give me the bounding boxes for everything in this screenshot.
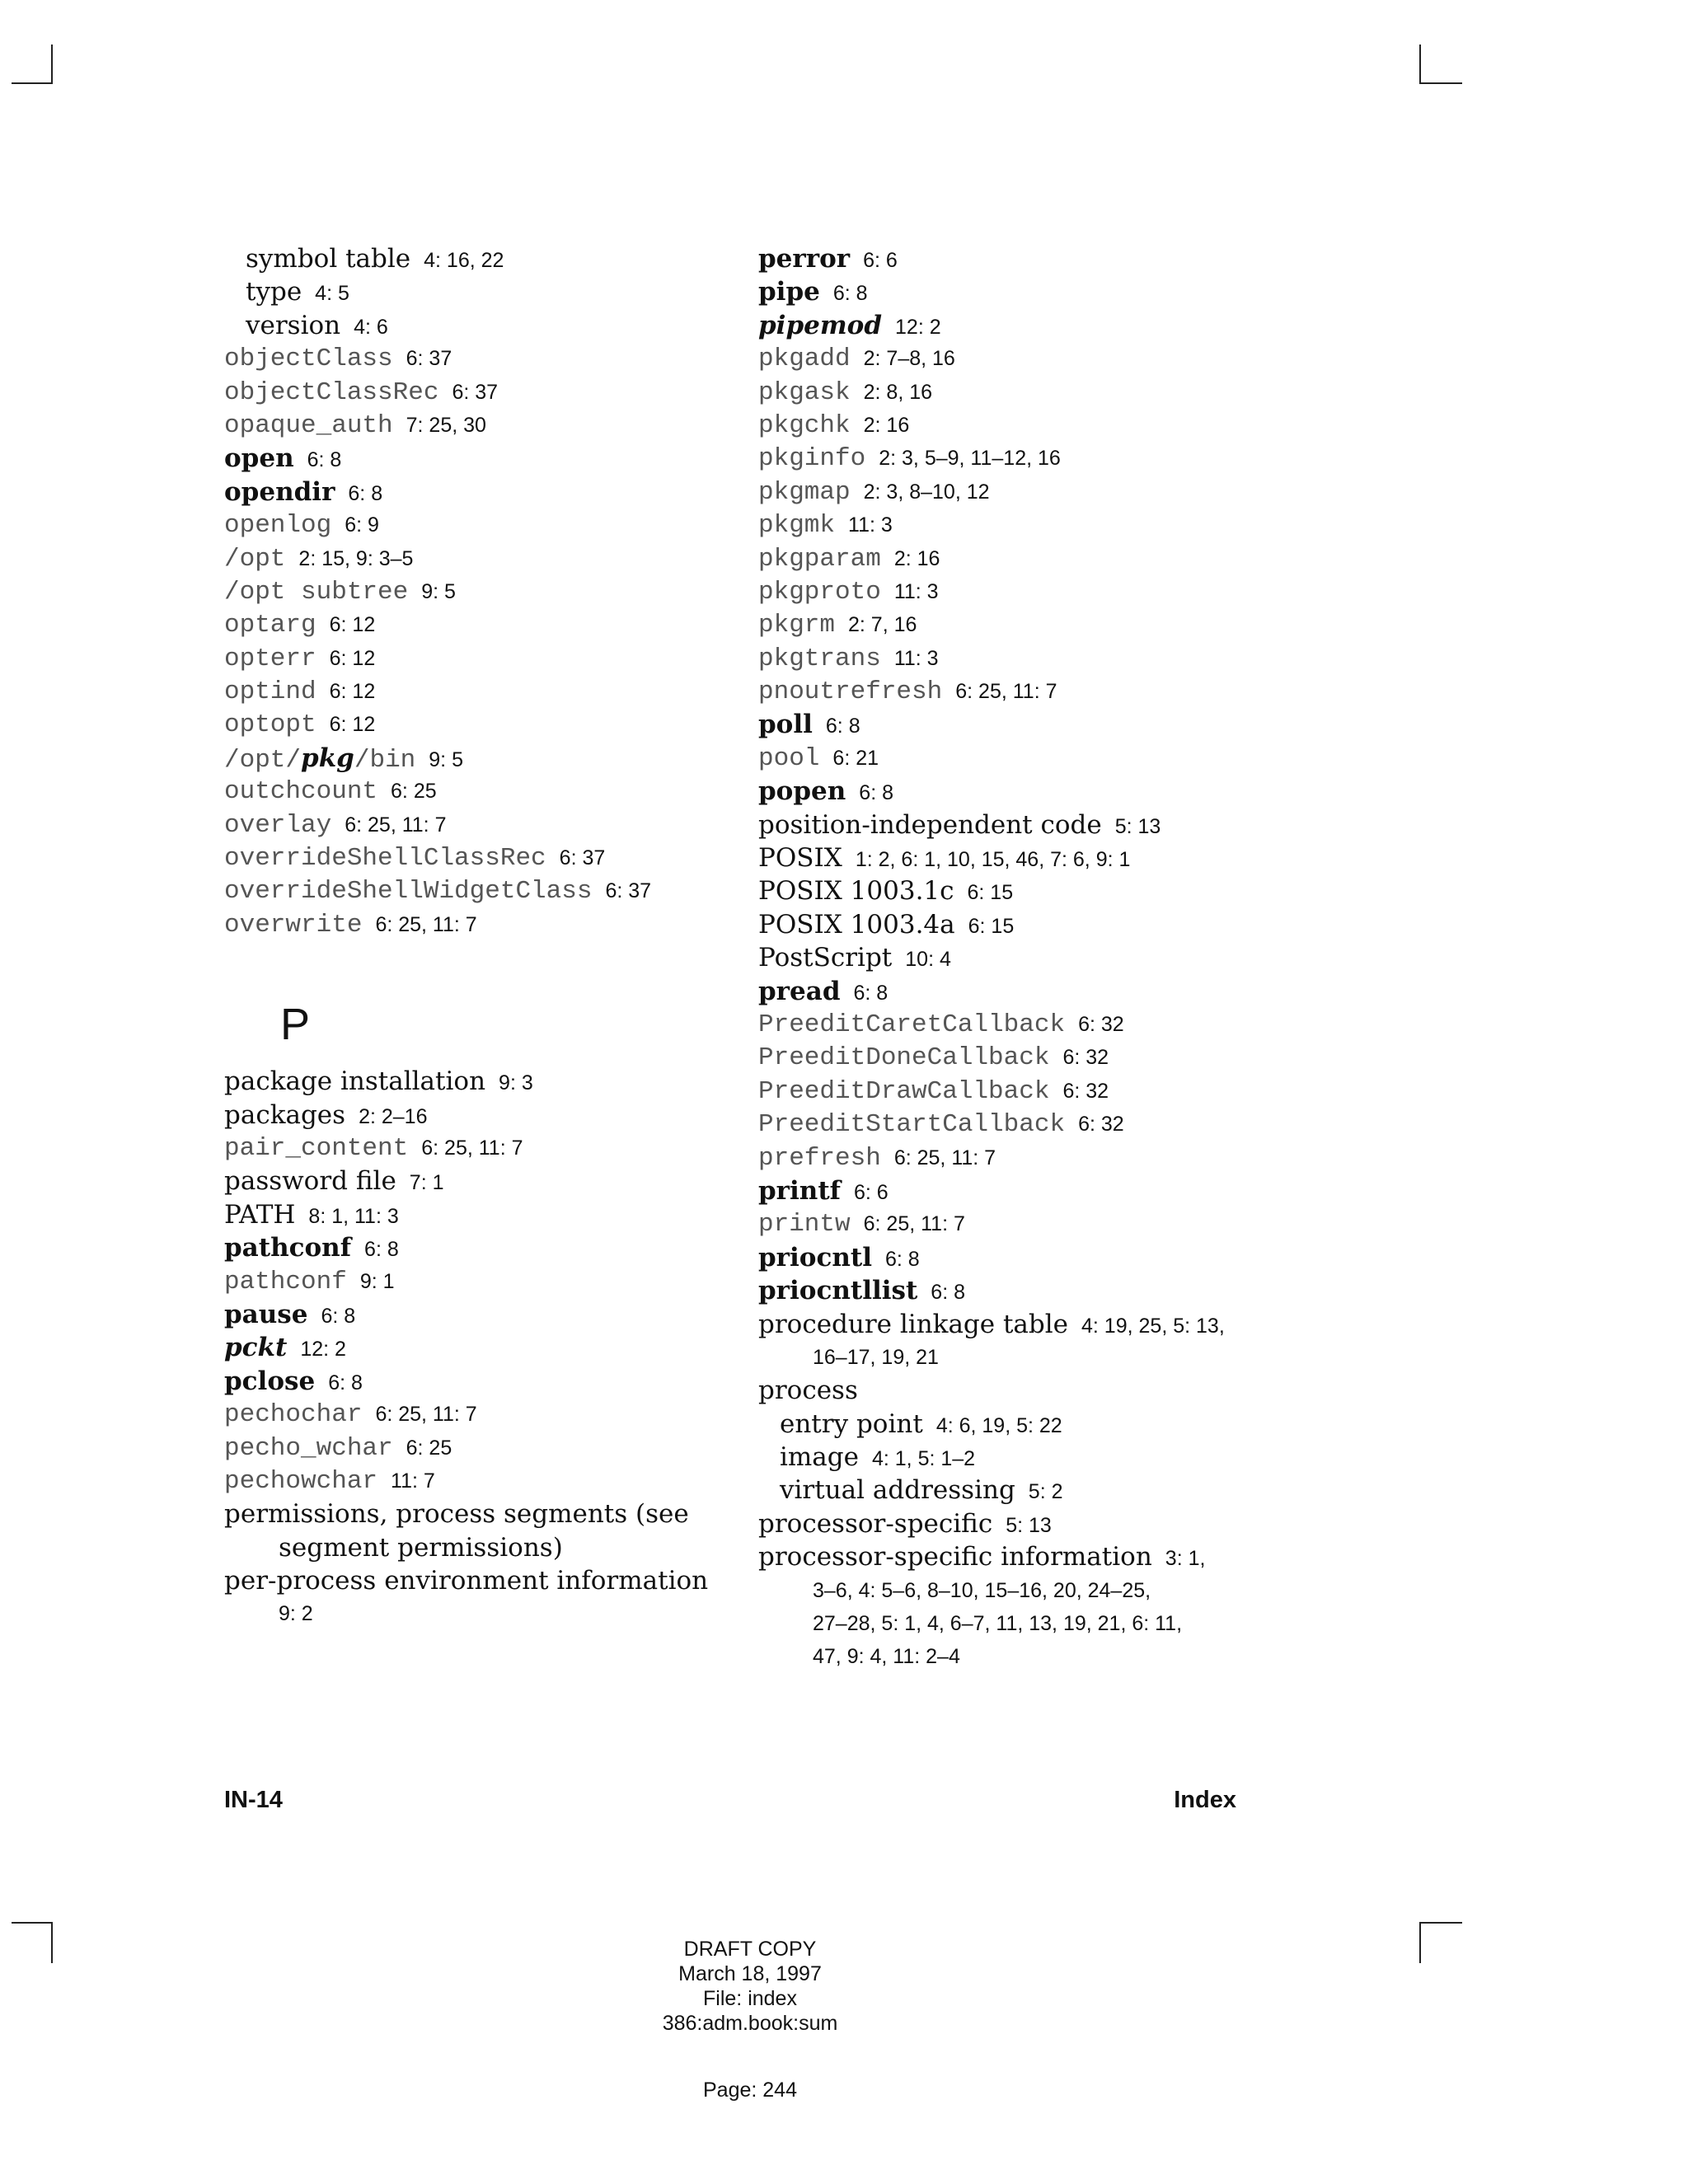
index-term: perror bbox=[758, 244, 851, 274]
index-entry bbox=[224, 309, 752, 342]
index-entry bbox=[224, 1065, 752, 1098]
index-entry bbox=[224, 542, 752, 575]
index-entry bbox=[758, 675, 1352, 708]
index-entry bbox=[758, 376, 1352, 409]
index-entry-permissions bbox=[224, 1497, 752, 1564]
index-page-refs: 6: 32 bbox=[1078, 1113, 1124, 1137]
index-term: position-independent code bbox=[758, 809, 1102, 840]
index-page-refs: 6: 32 bbox=[1078, 1012, 1124, 1036]
index-term: PreeditDrawCallback bbox=[758, 1076, 1050, 1106]
index-entry bbox=[224, 908, 752, 941]
index-list-p-continued bbox=[758, 242, 1352, 1308]
index-subentry-image bbox=[758, 1441, 1352, 1474]
index-term: PATH bbox=[224, 1199, 296, 1230]
index-page-refs: 6: 37 bbox=[605, 879, 652, 903]
crop-mark-top-right bbox=[1419, 45, 1462, 84]
index-entry bbox=[224, 1265, 752, 1298]
index-entry bbox=[224, 742, 752, 775]
index-entry-processor-specific-information bbox=[758, 1540, 1352, 1674]
index-page-refs: 6: 8 bbox=[348, 481, 383, 505]
index-page-refs-continuation: 16–17, 19, 21 bbox=[813, 1345, 939, 1369]
index-page-refs: 6: 25, 11: 7 bbox=[345, 813, 447, 837]
index-entry bbox=[758, 775, 1352, 808]
index-term: openlog bbox=[224, 511, 332, 541]
index-page-refs: 12: 2 bbox=[895, 315, 941, 339]
index-page-refs: 2: 2–16 bbox=[359, 1104, 428, 1128]
index-page-refs: 2: 8, 16 bbox=[863, 380, 933, 404]
index-entry bbox=[758, 442, 1352, 475]
index-entry bbox=[224, 1099, 752, 1132]
index-entry bbox=[224, 808, 752, 841]
index-entry bbox=[758, 1008, 1352, 1041]
index-term: PreeditCaretCallback bbox=[758, 1010, 1066, 1039]
index-entry-process bbox=[758, 1374, 1352, 1407]
index-term: open bbox=[224, 443, 294, 474]
index-term: packages bbox=[224, 1099, 346, 1130]
index-term: symbol table bbox=[246, 244, 411, 274]
index-entry bbox=[758, 908, 1352, 941]
index-page-refs: 6: 8 bbox=[931, 1281, 965, 1305]
index-term: pathconf bbox=[224, 1233, 352, 1263]
index-entry bbox=[224, 1231, 752, 1264]
index-page-refs: 6: 8 bbox=[884, 1247, 920, 1271]
index-entry bbox=[224, 1398, 752, 1431]
index-term: popen bbox=[758, 776, 846, 807]
index-term bbox=[224, 743, 416, 775]
index-subentry-entry-point bbox=[758, 1408, 1352, 1441]
index-entry bbox=[758, 476, 1352, 509]
index-term: pause bbox=[224, 1299, 308, 1329]
index-term: per-process environment information bbox=[224, 1566, 709, 1596]
index-entry bbox=[224, 442, 752, 475]
index-entry bbox=[758, 975, 1352, 1008]
index-term: opendir bbox=[224, 476, 335, 507]
index-entry bbox=[224, 1198, 752, 1231]
index-page-refs: 6: 8 bbox=[328, 1371, 363, 1394]
index-page-refs: 6: 25, 11: 7 bbox=[955, 680, 1057, 704]
crop-mark-top-left bbox=[12, 45, 53, 84]
index-page-refs: 6: 37 bbox=[452, 380, 499, 404]
index-entry bbox=[758, 1108, 1352, 1141]
index-page-refs: 6: 25, 11: 7 bbox=[863, 1212, 965, 1236]
index-term: pipemod bbox=[758, 310, 883, 340]
index-page-refs: 5: 13 bbox=[1006, 1513, 1052, 1537]
index-page-refs: 3: 1, bbox=[1165, 1547, 1206, 1571]
draft-book: 386:adm.book:sum bbox=[662, 2012, 838, 2035]
index-entry bbox=[758, 242, 1352, 275]
index-term: pkgproto bbox=[758, 577, 881, 607]
index-term: optarg bbox=[224, 611, 316, 640]
index-page-refs: 6: 8 bbox=[321, 1304, 356, 1328]
index-entry bbox=[224, 1298, 752, 1331]
index-page-refs: 6: 8 bbox=[364, 1238, 399, 1262]
index-page-refs: 6: 8 bbox=[832, 282, 868, 306]
index-entry bbox=[758, 874, 1352, 907]
index-page-refs: 6: 25, 11: 7 bbox=[893, 1146, 996, 1169]
index-page-refs: 6: 9 bbox=[345, 513, 379, 537]
index-term: entry point bbox=[780, 1408, 923, 1439]
index-term: optind bbox=[224, 677, 316, 707]
index-page-refs: 4: 6, 19, 5: 22 bbox=[935, 1413, 1062, 1437]
index-page-refs: 2: 3, 5–9, 11–12, 16 bbox=[879, 447, 1061, 471]
index-entry bbox=[224, 409, 752, 442]
index-page-refs: 2: 16 bbox=[863, 413, 910, 437]
crop-mark-bottom-left bbox=[12, 1922, 53, 1963]
index-page-refs: 4: 19, 25, 5: 13, bbox=[1081, 1314, 1225, 1338]
index-term: pathconf bbox=[224, 1267, 347, 1296]
index-term: PreeditDoneCallback bbox=[758, 1043, 1050, 1073]
index-page-refs-continuation: 47, 9: 4, 11: 2–4 bbox=[813, 1645, 960, 1669]
index-term: PreeditStartCallback bbox=[758, 1110, 1066, 1140]
index-page-refs: 10: 4 bbox=[905, 948, 951, 972]
index-term: POSIX 1003.1c bbox=[758, 876, 954, 907]
index-column-right bbox=[758, 242, 1352, 1674]
index-column-left bbox=[224, 242, 752, 1631]
footer-section-label: Index bbox=[1174, 1787, 1236, 1813]
index-page-refs: 6: 37 bbox=[559, 846, 606, 870]
index-entry bbox=[758, 941, 1352, 974]
index-entry bbox=[758, 542, 1352, 575]
index-page-refs: 7: 25, 30 bbox=[406, 413, 486, 437]
index-term: opterr bbox=[224, 644, 316, 673]
index-term: pckt bbox=[224, 1333, 288, 1363]
index-term: image bbox=[780, 1442, 859, 1473]
index-entry bbox=[224, 1132, 752, 1165]
index-page-refs: 2: 7–8, 16 bbox=[863, 347, 955, 371]
index-page-refs: 6: 25, 11: 7 bbox=[375, 1403, 477, 1427]
section-heading bbox=[224, 987, 752, 1065]
index-page-refs: 6: 25 bbox=[391, 780, 437, 804]
index-term: optopt bbox=[224, 710, 316, 740]
index-term: pkgparam bbox=[758, 544, 881, 574]
index-entry bbox=[758, 1207, 1352, 1240]
index-term: priocntl bbox=[758, 1242, 872, 1272]
index-page-refs: 9: 5 bbox=[421, 579, 456, 603]
index-term: POSIX bbox=[758, 843, 842, 874]
index-term: virtual addressing bbox=[780, 1475, 1015, 1506]
index-term: type bbox=[246, 277, 302, 307]
index-list-o bbox=[224, 242, 752, 941]
index-page-refs: 4: 6 bbox=[354, 315, 388, 339]
index-entry bbox=[758, 1174, 1352, 1207]
index-entry bbox=[224, 1432, 752, 1465]
index-term: pkgask bbox=[758, 377, 851, 407]
index-term: pkgmk bbox=[758, 511, 836, 541]
index-term: outchcount bbox=[224, 777, 378, 807]
index-entry bbox=[758, 1041, 1352, 1074]
index-entry bbox=[224, 476, 752, 509]
index-term: pread bbox=[758, 976, 841, 1006]
index-entry bbox=[224, 775, 752, 808]
index-entry bbox=[224, 376, 752, 409]
index-term: pkgtrans bbox=[758, 644, 881, 673]
draft-file: File: index bbox=[703, 1987, 797, 2010]
index-entry bbox=[758, 1075, 1352, 1108]
index-entry bbox=[758, 608, 1352, 641]
index-page-refs: 4: 16, 22 bbox=[424, 249, 504, 272]
index-term: pechowchar bbox=[224, 1466, 378, 1496]
index-term: objectClass bbox=[224, 344, 393, 374]
index-term: procedure linkage table bbox=[758, 1309, 1069, 1339]
index-page-refs: 8: 1, 11: 3 bbox=[308, 1204, 399, 1228]
index-entry bbox=[758, 342, 1352, 375]
index-entry bbox=[224, 1331, 752, 1364]
index-term: pool bbox=[758, 743, 820, 773]
index-entry bbox=[758, 409, 1352, 442]
index-term: pair_content bbox=[224, 1133, 409, 1163]
index-term: pclose bbox=[224, 1366, 316, 1396]
index-page-refs: 6: 12 bbox=[329, 646, 376, 670]
index-term: poll bbox=[758, 710, 813, 740]
index-term: overrideShellWidgetClass bbox=[224, 877, 593, 907]
index-term: password file bbox=[224, 1166, 396, 1197]
index-page-refs: 9: 3 bbox=[499, 1071, 533, 1095]
index-page-refs: 6: 25 bbox=[406, 1436, 452, 1460]
index-page-refs: 6: 8 bbox=[825, 715, 860, 738]
index-term: pnoutrefresh bbox=[758, 677, 943, 707]
index-page-refs: 2: 15, 9: 3–5 bbox=[298, 546, 414, 570]
index-term: pkgchk bbox=[758, 410, 851, 440]
index-term: /opt bbox=[224, 544, 286, 574]
index-page-refs: 12: 2 bbox=[300, 1338, 346, 1361]
index-entry bbox=[224, 575, 752, 608]
index-entry bbox=[224, 509, 752, 541]
index-term: pecho_wchar bbox=[224, 1433, 393, 1463]
index-page-refs: 6: 12 bbox=[329, 680, 376, 704]
index-term-part: /bin bbox=[354, 745, 416, 775]
index-list-p bbox=[224, 1065, 752, 1497]
index-page-refs: 6: 15 bbox=[967, 881, 1014, 905]
index-entry bbox=[224, 275, 752, 308]
index-page-refs: 2: 16 bbox=[893, 546, 940, 570]
index-page-refs: 11: 7 bbox=[391, 1469, 435, 1493]
index-page-refs: 9: 2 bbox=[279, 1602, 313, 1626]
index-page-refs: 9: 5 bbox=[429, 748, 463, 771]
index-entry bbox=[758, 808, 1352, 841]
draft-page-number: Page: 244 bbox=[703, 2079, 797, 2102]
index-term: pkgadd bbox=[758, 344, 851, 374]
index-entry bbox=[758, 1141, 1352, 1174]
index-entry bbox=[224, 1165, 752, 1197]
index-page-refs-continuation: 27–28, 5: 1, 4, 6–7, 11, 13, 19, 21, 6: 11, bbox=[813, 1612, 1183, 1636]
draft-line: DRAFT COPY bbox=[683, 1938, 817, 1961]
index-entry bbox=[224, 342, 752, 375]
index-entry bbox=[758, 742, 1352, 775]
index-page-refs: 6: 25, 11: 7 bbox=[421, 1136, 523, 1160]
index-entry bbox=[758, 841, 1352, 874]
index-page-refs: 7: 1 bbox=[409, 1171, 444, 1195]
index-term: pkgrm bbox=[758, 611, 836, 640]
draft-date: March 18, 1997 bbox=[678, 1962, 822, 1985]
index-page-refs: 6: 6 bbox=[863, 249, 898, 272]
index-page-refs: 6: 8 bbox=[853, 981, 889, 1005]
index-term: permissions, process segments (see bbox=[224, 1499, 689, 1530]
index-page-refs: 2: 7, 16 bbox=[848, 613, 917, 637]
index-term: pkginfo bbox=[758, 444, 866, 474]
index-term: pkgmap bbox=[758, 477, 851, 507]
index-entry bbox=[758, 642, 1352, 675]
index-term-part: pkg bbox=[301, 743, 354, 773]
draft-stamp bbox=[577, 1937, 923, 2036]
index-entry bbox=[758, 1241, 1352, 1274]
index-page-refs: 4: 1, 5: 1–2 bbox=[871, 1447, 976, 1471]
index-page-refs: 6: 25, 11: 7 bbox=[375, 912, 477, 936]
index-term: /opt subtree bbox=[224, 577, 409, 607]
index-page-refs: 4: 5 bbox=[315, 282, 349, 306]
footer-page-label: IN-14 bbox=[224, 1787, 283, 1813]
crop-mark-bottom-right bbox=[1419, 1922, 1462, 1963]
index-entry bbox=[758, 275, 1352, 308]
index-page-refs: 6: 15 bbox=[968, 914, 1015, 938]
index-page-refs: 2: 3, 8–10, 12 bbox=[863, 480, 990, 504]
index-entry bbox=[224, 608, 752, 641]
index-entry bbox=[758, 309, 1352, 342]
index-page-refs: 6: 32 bbox=[1062, 1046, 1109, 1070]
index-term: version bbox=[246, 310, 341, 340]
index-term: overlay bbox=[224, 810, 332, 840]
index-entry bbox=[224, 1465, 752, 1497]
index-entry bbox=[224, 242, 752, 275]
index-subentry-virtual-addressing bbox=[758, 1474, 1352, 1507]
index-term: opaque_auth bbox=[224, 410, 393, 440]
index-entry bbox=[758, 509, 1352, 541]
index-page-refs: 6: 8 bbox=[307, 448, 342, 472]
index-term: prefresh bbox=[758, 1143, 881, 1173]
index-term: process bbox=[758, 1376, 858, 1406]
index-page-refs: 11: 3 bbox=[893, 646, 939, 670]
index-term-part: /opt/ bbox=[224, 745, 302, 775]
index-entry bbox=[758, 575, 1352, 608]
index-term: pechochar bbox=[224, 1400, 363, 1430]
index-term: priocntllist bbox=[758, 1276, 918, 1306]
index-term: package installation bbox=[224, 1066, 486, 1097]
index-term-continuation: segment permissions) bbox=[279, 1532, 563, 1563]
index-page-refs: 6: 37 bbox=[406, 347, 452, 371]
index-page-refs: 9: 1 bbox=[359, 1269, 395, 1293]
index-entry bbox=[224, 841, 752, 874]
index-page-refs: 6: 12 bbox=[329, 613, 376, 637]
index-term: POSIX 1003.4a bbox=[758, 909, 955, 940]
index-term: overrideShellClassRec bbox=[224, 844, 546, 874]
index-term: overwrite bbox=[224, 910, 363, 940]
index-entry bbox=[224, 675, 752, 708]
index-entry-processor-specific bbox=[758, 1507, 1352, 1540]
index-page-refs: 6: 12 bbox=[329, 713, 376, 737]
index-page-refs: 5: 13 bbox=[1114, 814, 1161, 838]
index-entry bbox=[224, 874, 752, 907]
index-entry bbox=[758, 708, 1352, 741]
index-term: pipe bbox=[758, 277, 820, 307]
index-page-refs: 6: 8 bbox=[859, 781, 893, 805]
index-page-refs: 11: 3 bbox=[848, 513, 893, 537]
index-term: processor-specific bbox=[758, 1508, 993, 1539]
index-page-refs: 11: 3 bbox=[893, 579, 939, 603]
index-entry bbox=[224, 1365, 752, 1398]
index-page-refs: 6: 6 bbox=[853, 1180, 889, 1204]
index-entry bbox=[224, 642, 752, 675]
index-term: printf bbox=[758, 1175, 841, 1206]
index-entry bbox=[224, 708, 752, 741]
index-page-refs: 5: 2 bbox=[1028, 1480, 1063, 1504]
section-letter: P bbox=[280, 1000, 311, 1050]
index-page-refs: 6: 32 bbox=[1062, 1079, 1109, 1103]
index-term: objectClassRec bbox=[224, 377, 439, 407]
index-page-refs-continuation: 3–6, 4: 5–6, 8–10, 15–16, 20, 24–25, bbox=[813, 1578, 1151, 1602]
index-entry bbox=[758, 1274, 1352, 1307]
index-entry-per-process bbox=[224, 1564, 752, 1631]
index-term: printw bbox=[758, 1210, 851, 1240]
index-page-refs: 1: 2, 6: 1, 10, 15, 46, 7: 6, 9: 1 bbox=[855, 848, 1131, 872]
index-page-refs: 6: 21 bbox=[832, 746, 879, 770]
index-entry-procedure-linkage-table bbox=[758, 1308, 1352, 1375]
index-term: PostScript bbox=[758, 943, 893, 973]
index-term: processor-specific information bbox=[758, 1542, 1152, 1572]
